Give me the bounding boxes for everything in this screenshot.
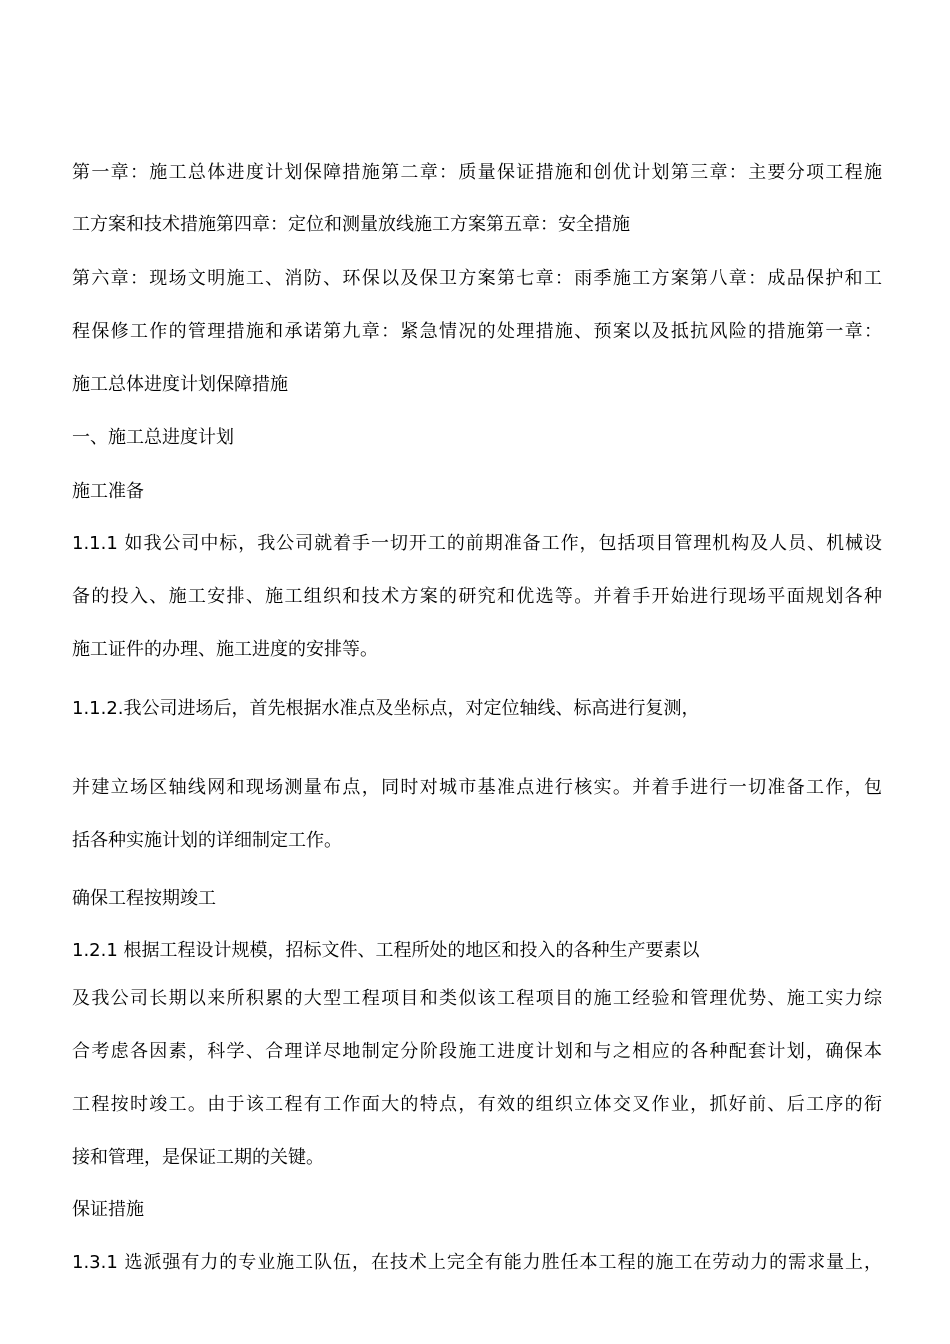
subheading-completion: 确保工程按期竣工 bbox=[72, 888, 216, 909]
toc-line-2: 工方案和技术措施第四章：定位和测量放线施工方案第五章：安全措施 bbox=[72, 214, 630, 235]
paragraph-1-2-1-line-3: 合考虑各因素，科学、合理详尽地制定分阶段施工进度计划和与之相应的各种配套计划，确保本 bbox=[72, 1041, 882, 1062]
subheading-measures: 保证措施 bbox=[72, 1199, 144, 1220]
paragraph-1-2-1-line-1: 1.2.1 根据工程设计规模，招标文件、工程所处的地区和投入的各种生产要素以 bbox=[72, 940, 700, 961]
paragraph-1-1-2-line-2: 并建立场区轴线网和现场测量布点，同时对城市基准点进行核实。并着手进行一切准备工作，包 bbox=[72, 777, 882, 798]
toc-line-1: 第一章：施工总体进度计划保障措施第二章：质量保证措施和创优计划第三章：主要分项工程施 bbox=[72, 162, 882, 183]
paragraph-1-1-1-line-2: 备的投入、施工安排、施工组织和技术方案的研究和优选等。并着手开始进行现场平面规划各种 bbox=[72, 586, 882, 607]
paragraph-1-2-1-line-5: 接和管理，是保证工期的关键。 bbox=[72, 1147, 324, 1168]
paragraph-1-2-1-line-2: 及我公司长期以来所积累的大型工程项目和类似该工程项目的施工经验和管理优势、施工实力综 bbox=[72, 988, 882, 1009]
paragraph-1-2-1-line-4: 工程按时竣工。由于该工程有工作面大的特点，有效的组织立体交叉作业，抓好前、后工序的衔 bbox=[72, 1094, 882, 1115]
toc-line-3: 第六章：现场文明施工、消防、环保以及保卫方案第七章：雨季施工方案第八章：成品保护和工 bbox=[72, 268, 882, 289]
paragraph-1-1-2-line-1: 1.1.2.我公司进场后，首先根据水准点及坐标点，对定位轴线、标高进行复测， bbox=[72, 698, 700, 719]
paragraph-1-1-1-line-1: 1.1.1 如我公司中标，我公司就着手一切开工的前期准备工作，包括项目管理机构及人员、机械设 bbox=[72, 533, 882, 554]
paragraph-1-3-1-line-1: 1.3.1 选派强有力的专业施工队伍，在技术上完全有能力胜任本工程的施工在劳动力的需求量上， bbox=[72, 1252, 882, 1273]
subheading-preparation: 施工准备 bbox=[72, 481, 144, 502]
paragraph-1-1-1-line-3: 施工证件的办理、施工进度的安排等。 bbox=[72, 639, 378, 660]
toc-line-4: 程保修工作的管理措施和承诺第九章：紧急情况的处理措施、预案以及抵抗风险的措施第一章： bbox=[72, 321, 882, 342]
paragraph-1-1-2-line-3: 括各种实施计划的详细制定工作。 bbox=[72, 830, 342, 851]
section-heading-schedule: 一、施工总进度计划 bbox=[72, 427, 234, 448]
chapter-title: 施工总体进度计划保障措施 bbox=[72, 374, 288, 395]
